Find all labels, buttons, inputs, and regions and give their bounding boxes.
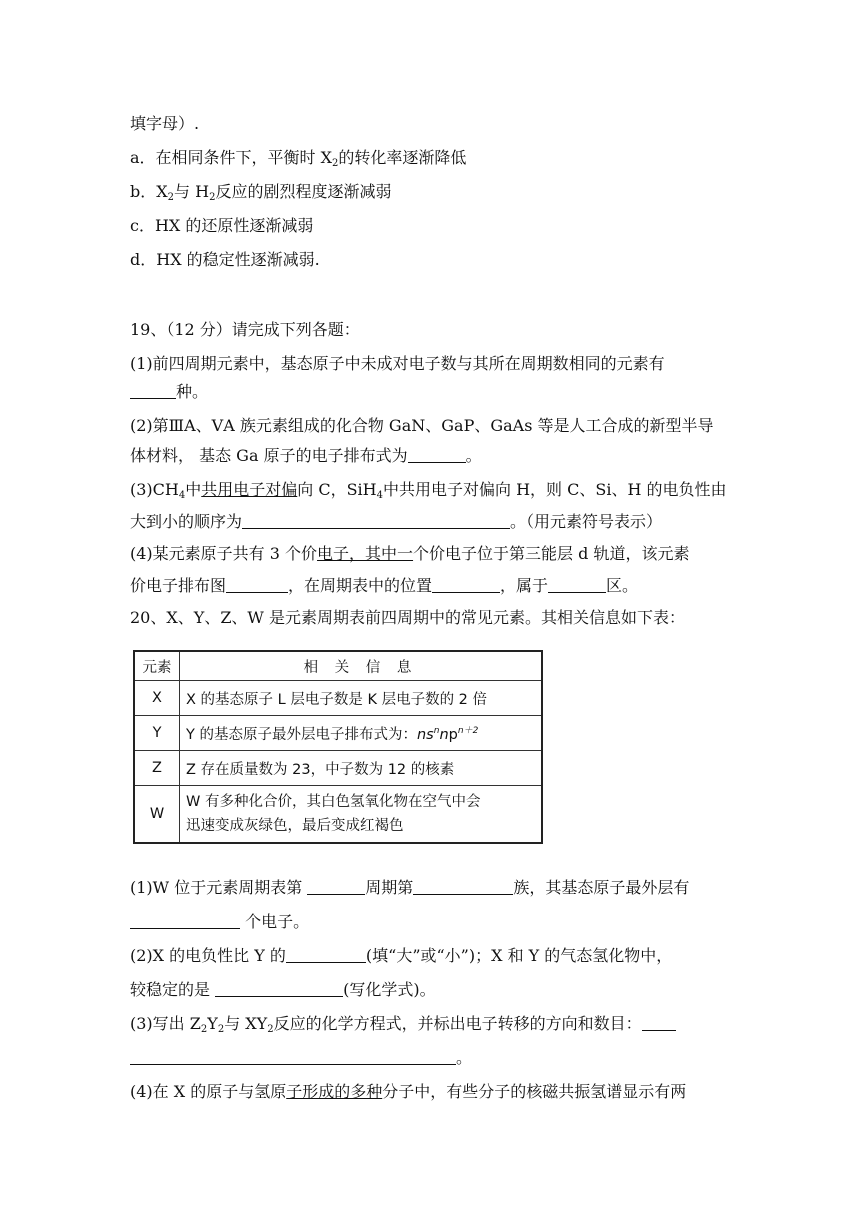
q20-part2-line1: (2)X 的电负性比 Y 的 (填“大”或“小”)；X 和 Y 的气态氢化物中， xyxy=(130,946,673,965)
q20-part4-line1: (4)在 X 的原子与氢原子形成的多种分子中，有些分子的核磁共振氢谱显示有两 xyxy=(130,1082,687,1101)
answer-blank[interactable] xyxy=(130,382,176,399)
q19-part1-line2: 种。 xyxy=(130,382,208,402)
answer-blank[interactable] xyxy=(548,576,606,593)
table-header-row xyxy=(134,651,542,681)
q18-option-b: b．$X_2$与 $H_2$反应的剧烈程度逐渐减弱 xyxy=(130,182,392,203)
q19-part4-line2: 价电子排布图 ，在周期表中的位置 ，属于 区。 xyxy=(130,576,639,595)
q18-option-c: c．HX 的还原性逐渐减弱 xyxy=(130,216,314,235)
element-info: X 的基态原子 L 层电子数是 K 层电子数的 2 倍 xyxy=(180,681,543,716)
element-info: Z 存在质量数为 23，中子数为 12 的核素 xyxy=(180,751,543,786)
q20-part2-line2: 较稳定的是 (写化学式)。 xyxy=(130,980,436,999)
element-symbol: Z xyxy=(134,751,180,786)
q19-part3-line2: 大到小的顺序为 。（用元素符号表示） xyxy=(130,512,663,531)
q20-part3-line1: (3)写出 $Z_2Y_2$与 $XY_2$反应的化学方程式，并标出电子转移的方向和数目： xyxy=(130,1014,676,1040)
element-symbol: X xyxy=(134,681,180,716)
answer-blank[interactable] xyxy=(215,980,343,997)
table-header-element: 元素 xyxy=(134,651,180,681)
element-info: Y 的基态原子最外层电子排布式为：$ns^nnp^{n+2}$ xyxy=(180,716,543,751)
element-info-table xyxy=(133,650,543,844)
q18-option-a: a．在相同条件下，平衡时 $X_2$的转化率逐渐降低 xyxy=(130,148,467,169)
table-row xyxy=(134,751,542,786)
answer-blank[interactable] xyxy=(130,912,240,929)
answer-blank[interactable] xyxy=(413,878,513,895)
q20-part1-line2: 个电子。 xyxy=(130,912,309,932)
element-symbol: W xyxy=(134,786,180,844)
answer-blank[interactable] xyxy=(242,512,510,529)
q19-part2-line1: (2)第ⅢA、ⅤA 族元素组成的化合物 GaN、GaP、GaAs 等是人工合成的新型半导 xyxy=(130,416,714,435)
answer-blank[interactable] xyxy=(286,946,366,963)
answer-blank[interactable] xyxy=(408,446,466,463)
q20-title: 20、X、Y、Z、W 是元素周期表前四周期中的常见元素。其相关信息如下表： xyxy=(130,608,685,627)
answer-blank[interactable] xyxy=(307,878,365,895)
q19-part4-line1: (4)某元素原子共有 3 个价电子，其中一个价电子位于第三能层 d 轨道，该元素 xyxy=(130,544,690,563)
q19-part3-line1: $(3)CH_4$中共用电子对偏向 C，SiH$_4$中共用电子对偏向 H，则 C、Si、H 的电负性由 xyxy=(130,480,727,501)
table-row xyxy=(134,716,542,751)
element-symbol: Y xyxy=(134,716,180,751)
answer-blank[interactable] xyxy=(432,576,500,593)
q19-title: 19、（12 分）请完成下列各题： xyxy=(130,320,360,339)
q18-option-d: d．HX 的稳定性逐渐减弱. xyxy=(130,250,320,269)
answer-blank[interactable] xyxy=(226,576,288,593)
q20-part1-line1: (1)W 位于元素周期表第 周期第 族，其基态原子最外层有 xyxy=(130,878,690,897)
answer-blank[interactable] xyxy=(130,1048,456,1065)
q19-part2-line2: 体材料， 基态 Ga 原子的电子排布式为 。 xyxy=(130,446,482,465)
answer-blank[interactable] xyxy=(642,1014,676,1031)
q19-part1-line1: (1)前四周期元素中，基态原子中未成对电子数与其所在周期数相同的元素有 xyxy=(130,354,665,373)
table-row xyxy=(134,681,542,716)
q20-part3-line2: 。 xyxy=(130,1048,472,1068)
q18-lead: 填字母）. xyxy=(130,114,200,133)
table-header-info: 相 关 信 息 xyxy=(180,651,543,681)
element-info: W 有多种化合价，其白色氢氧化物在空气中会 迅速变成灰绿色，最后变成红褐色 xyxy=(180,786,543,844)
table-row xyxy=(134,786,542,844)
